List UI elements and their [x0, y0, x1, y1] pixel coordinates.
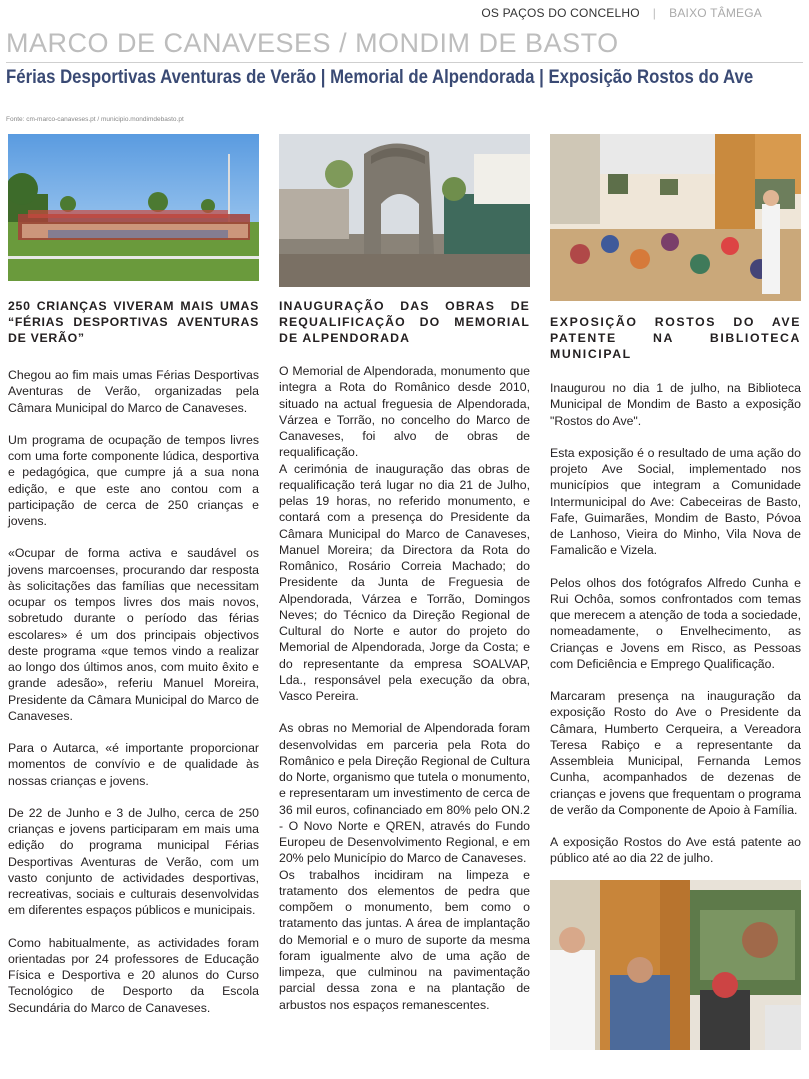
- paragraph: Chegou ao fim mais umas Férias Desportivas Aventuras de Verão, organizadas pela Câmara Municipal do Marco de Canaveses.: [8, 368, 259, 415]
- paragraph: Marcaram presença na inauguração da exposição Rosto do Ave o Presidente da Câmara, Humberto Cerqueira, a Vereadora Teresa Rabiço e a representante da Assembleia Municipal, Fernanda Lemos Cunha, acompanhados de dezenas de crianças e jovens que frequentam o programa de verão da Componente de Apoio à Família.: [550, 689, 801, 817]
- top-navigation: [481, 6, 762, 20]
- photo-memorial-arch: [279, 134, 530, 287]
- article-heading: 250 CRIANÇAS VIVERAM MAIS UMAS “FÉRIAS DESPORTIVAS AVENTURAS DE VERÃO”: [8, 299, 259, 345]
- article-body: [279, 363, 530, 1013]
- paragraph: «Ocupar de forma activa e saudável os jovens marcoenses, procurando dar resposta às solicitações das famílias que necessitam ocupar os tempos livres dos mais novos, sobretudo durante o período das férias escolares» é um dos principais objectivos deste programa «que temos vindo a realizar ao longo dos últimos anos, com muito êxito e grande adesão», referiu Manuel Moreira, Presidente da Câmara Municipal do Marco de Canaveses.: [8, 546, 259, 723]
- paragraph: Para o Autarca, «é importante proporcionar momentos de convívio e de qualidade às nossas crianças e jovens.: [8, 741, 259, 788]
- paragraph: De 22 de Junho e 3 de Julho, cerca de 250 crianças e jovens participaram em mais uma edição do programa municipal Férias Desportivas Aventuras de Verão, com um vasto conjunto de actividades desportivas, recreativas, sociais e culturais desenvolvidas em diferentes espaços públicos e municipais.: [8, 805, 259, 918]
- paragraph: Inaugurou no dia 1 de julho, na Biblioteca Municipal de Mondim de Basto a exposição "Rostos do Ave".: [550, 381, 801, 428]
- title-divider: [6, 62, 803, 63]
- paragraph: Esta exposição é o resultado de uma ação do projeto Ave Social, implementado nos municípios que integram a Comunidade Intermunicipal do Ave: Cabeceiras de Basto, Fafe, Guimarães, Mondim de Basto, Póvoa de Lanhoso, Vieira do Minho, Vila Nova de Famalicão e Vizela.: [550, 445, 801, 558]
- source-credit: Fonte: cm-marco-canaveses.pt / municipio.mondimdebasto.pt: [6, 116, 184, 123]
- article-column-ferias: [8, 134, 259, 1016]
- paragraph: As obras no Memorial de Alpendorada foram desenvolvidas em parceria pela Rota do Românico e pela Direção Regional de Cultura do Norte, organismo que tutela o monumento, e representaram um investimento de cerca de 36 mil euros, cofinanciado em 80% pelo ON.2 - O Novo Norte e QREN, através do Fundo Europeu de Desenvolvimento Regional, e em 20% pelo Município do Marco de Canaveses.: [279, 721, 530, 866]
- page-subtitle: Férias Desportivas Aventuras de Verão | Memorial de Alpendorada | Exposição Rostos do Ave: [6, 66, 754, 88]
- paragraph: Um programa de ocupação de tempos livres com uma forte componente lúdica, desportiva e pedagógica, que cumpre já a sua nona edição, e que este ano contou com a participação de cerca de 250 crianças e jovens.: [8, 432, 259, 528]
- nav-separator: |: [652, 6, 657, 20]
- paragraph: A exposição Rostos do Ave está patente ao público até ao dia 22 de julho.: [550, 835, 801, 866]
- paragraph: Como habitualmente, as actividades foram orientadas por 24 professores de Educação Física e Desportiva e 20 alunos do Curso Tecnológico de Desporto da Escola Secundária do Marco de Canaveses.: [8, 935, 259, 1015]
- article-body: [8, 367, 259, 1016]
- paragraph: O Memorial de Alpendorada, monumento que integra a Rota do Românico desde 2010, situado na actual freguesia de Alpendorada, Várzea e Torrão, no concelho do Marco de Canaveses, foi alvo de obras de requalificação.: [279, 364, 530, 460]
- page-title: MARCO DE CANAVESES / MONDIM DE BASTO: [6, 28, 619, 58]
- article-heading: INAUGURAÇÃO DAS OBRAS DE REQUALIFICAÇÃO DO MEMORIAL DE ALPENDORADA: [279, 299, 530, 345]
- photo-exhibition-visitors: [550, 880, 801, 1050]
- photo-library-children: [550, 134, 801, 301]
- article-column-exposicao: [550, 134, 801, 1050]
- nav-link-pacos-do-concelho[interactable]: OS PAÇOS DO CONCELHO: [481, 6, 640, 20]
- paragraph: Pelos olhos dos fotógrafos Alfredo Cunha e Rui Ochôa, somos confrontados com temas que merecem a atenção de toda a sociedade, nomeadamente, o Envelhecimento, as Crianças e Jovens em Risco, as Pessoas com Deficiência e Emprego Qualificação.: [550, 575, 801, 671]
- paragraph: Os trabalhos incidiram na limpeza e tratamento dos elementos de pedra que compõem o monumento, bem como o tratamento das juntas. A área de implantação do Memorial e o muro de suporte da mesma foram igualmente alvo de uma ação de limpeza, que culminou na pavimentação parcial dessa zona e na plantação de arbustos nos espaços remanescentes.: [279, 867, 530, 1012]
- nav-link-baixo-tamega[interactable]: BAIXO TÂMEGA: [669, 6, 762, 20]
- paragraph: A cerimónia de inauguração das obras de requalificação terá lugar no dia 21 de Julho, pelas 19 horas, no referido monumento, e contará com a presença do Presidente da Câmara Municipal do Marco de Canaveses, Manuel Moreira; da Directora da Rota do Românico, Rosário Correia Machado; do Presidente da Junta de Freguesia de Alpendorada, Várzea e Torrão, Domingos Neves; do Técnico da Direção Regional de Cultural do Norte e autor do projeto do Memorial de Alpendorada, Jorge da Costa; e do representante da empresa SOALVAP, Lda., responsável pela execução da obra, Vasco Pereira.: [279, 461, 530, 703]
- photo-children-group: [8, 134, 259, 281]
- article-body: [550, 380, 801, 867]
- article-column-memorial: [279, 134, 530, 1013]
- article-heading: EXPOSIÇÃO ROSTOS DO AVE PATENTE NA BIBLIOTECA MUNICIPAL: [550, 315, 801, 361]
